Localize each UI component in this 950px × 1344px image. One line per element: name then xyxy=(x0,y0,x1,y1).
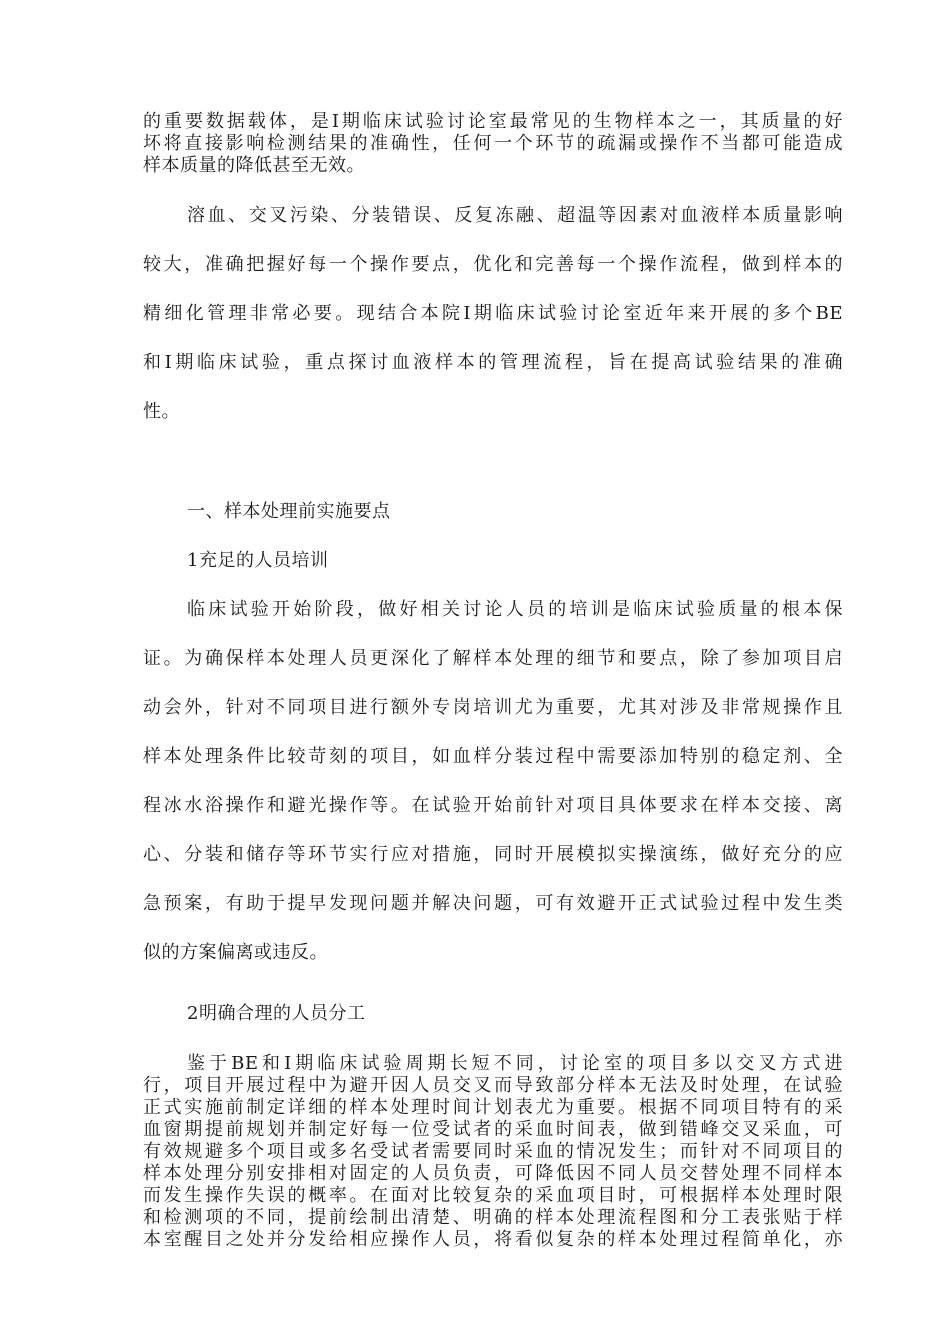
para3-line-2: 证。为确保样本处理人员更深化了解样本处理的细节和要点，除了参加项目启 xyxy=(143,648,843,669)
para4-line-7: 而发生操作失误的概率。在面对比较复杂的采血项目时，可根据样本处理时限 xyxy=(143,1185,843,1206)
section-heading-1: 一、样本处理前实施要点 xyxy=(187,501,391,522)
para3-line-4: 样本处理条件比较苛刻的项目，如血样分装过程中需要添加特别的稳定剂、全 xyxy=(143,746,843,767)
para3-line-6: 心、分装和储存等环节实行应对措施，同时开展模拟实操演练，做好充分的应 xyxy=(143,844,843,865)
intro-line-2: 坏将直接影响检测结果的准确性，任何一个环节的疏漏或操作不当都可能造成 xyxy=(143,133,843,154)
para4-line-9: 本室醒目之处并分发给相应操作人员，将看似复杂的样本处理过程简单化，亦 xyxy=(143,1229,843,1250)
intro-line-1: 的重要数据载体，是Ⅰ期临床试验讨论室最常见的生物样本之一，其质量的好 xyxy=(143,111,843,132)
para3-line-3: 动会外，针对不同项目进行额外专岗培训尤为重要，尤其对涉及非常规操作且 xyxy=(143,697,843,718)
para4-line-5: 有效规避多个项目或多名受试者需要同时采血的情况发生；而针对不同项目的 xyxy=(143,1141,843,1162)
para3-line-8: 似的方案偏离或违反。 xyxy=(143,942,328,963)
para2-line-1: 溶血、交叉污染、分装错误、反复冻融、超温等因素对血液样本质量影响 xyxy=(187,205,843,226)
para2-line-4: 和Ⅰ期临床试验，重点探讨血液样本的管理流程，旨在提高试验结果的准确 xyxy=(143,352,843,373)
subsection-heading-1: 1充足的人员培训 xyxy=(187,550,329,571)
para4-line-2: 行，项目开展过程中为避开因人员交叉而导致部分样本无法及时处理，在试验 xyxy=(143,1075,843,1096)
subsection-heading-2: 2明确合理的人员分工 xyxy=(187,1003,366,1024)
para4-line-3: 正式实施前制定详细的样本处理时间计划表尤为重要。根据不同项目特有的采 xyxy=(143,1097,843,1118)
para2-line-3: 精细化管理非常必要。现结合本院Ⅰ期临床试验讨论室近年来开展的多个BE xyxy=(143,303,843,324)
para4-line-1: 鉴于BE和Ⅰ期临床试验周期长短不同，讨论室的项目多以交叉方式进 xyxy=(187,1053,843,1074)
para4-line-6: 样本处理分别安排相对固定的人员负责，可降低因不同人员交替处理不同样本 xyxy=(143,1163,843,1184)
para3-line-1: 临床试验开始阶段，做好相关讨论人员的培训是临床试验质量的根本保 xyxy=(187,599,843,620)
para2-line-2: 较大，准确把握好每一个操作要点，优化和完善每一个操作流程，做到样本的 xyxy=(143,254,843,275)
para4-line-8: 和检测项的不同，提前绘制出清楚、明确的样本处理流程图和分工表张贴于样 xyxy=(143,1207,843,1228)
para4-line-4: 血窗期提前规划并制定好每一位受试者的采血时间表，做到错峰交叉采血，可 xyxy=(143,1119,843,1140)
para3-line-5: 程冰水浴操作和避光操作等。在试验开始前针对项目具体要求在样本交接、离 xyxy=(143,795,843,816)
para2-line-5: 性。 xyxy=(143,401,180,422)
intro-line-3: 样本质量的降低甚至无效。 xyxy=(143,155,365,176)
para3-line-7: 急预案，有助于提早发现问题并解决问题，可有效避开正式试验过程中发生类 xyxy=(143,893,843,914)
